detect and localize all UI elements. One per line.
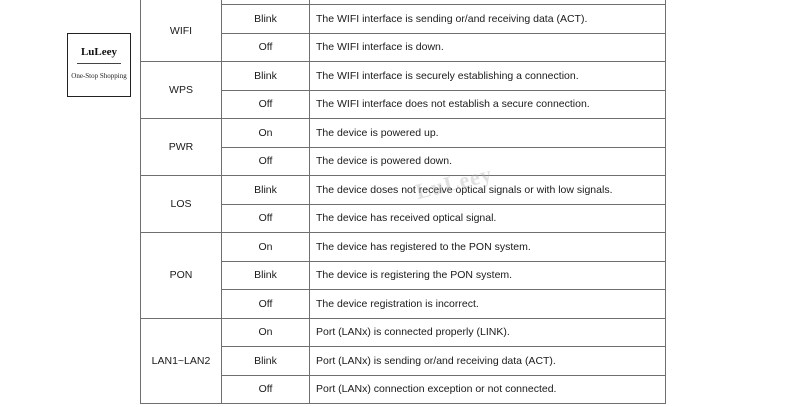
indicator-description: The device doses not receive optical signals or with low signals. bbox=[310, 176, 666, 205]
indicator-status: Blink bbox=[222, 176, 310, 205]
indicator-description: Port (LANx) is connected properly (LINK). bbox=[310, 318, 666, 347]
indicator-status: Off bbox=[222, 33, 310, 62]
brand-tagline: One-Stop Shopping bbox=[71, 72, 127, 80]
indicator-name: PON bbox=[141, 233, 222, 319]
indicator-name: WIFI bbox=[141, 0, 222, 62]
table-row bbox=[141, 318, 666, 347]
indicator-status: Blink bbox=[222, 347, 310, 376]
indicator-description: The device has registered to the PON system. bbox=[310, 233, 666, 262]
logo-divider bbox=[77, 63, 121, 64]
indicator-status: Off bbox=[222, 375, 310, 404]
indicator-status: Off bbox=[222, 90, 310, 119]
indicator-description: The device is registering the PON system. bbox=[310, 261, 666, 290]
indicator-status: Blink bbox=[222, 5, 310, 34]
indicator-description: The device registration is incorrect. bbox=[310, 290, 666, 319]
indicator-status: On bbox=[222, 119, 310, 148]
indicator-description: The WIFI interface is securely establishing a connection. bbox=[310, 62, 666, 91]
indicator-status: Off bbox=[222, 204, 310, 233]
indicator-description: The device has received optical signal. bbox=[310, 204, 666, 233]
table-row bbox=[141, 119, 666, 148]
indicator-description: The WIFI interface is down. bbox=[310, 33, 666, 62]
indicator-description: The WIFI interface is sending or/and receiving data (ACT). bbox=[310, 5, 666, 34]
brand-watermark: LuLeey bbox=[413, 160, 495, 205]
indicator-status: On bbox=[222, 233, 310, 262]
indicator-status: Blink bbox=[222, 261, 310, 290]
indicator-status: Off bbox=[222, 147, 310, 176]
table-row bbox=[141, 176, 666, 205]
indicator-name: LAN1~LAN2 bbox=[141, 318, 222, 404]
table-row bbox=[141, 62, 666, 91]
indicator-name: LOS bbox=[141, 176, 222, 233]
table-row bbox=[141, 233, 666, 262]
indicator-description: The device is powered down. bbox=[310, 147, 666, 176]
brand-logo bbox=[67, 33, 131, 97]
indicator-name: WPS bbox=[141, 62, 222, 119]
indicator-status: Blink bbox=[222, 62, 310, 91]
indicator-status: Off bbox=[222, 290, 310, 319]
brand-name: LuLeey bbox=[80, 46, 118, 58]
indicator-description: Port (LANx) connection exception or not connected. bbox=[310, 375, 666, 404]
indicator-name: PWR bbox=[141, 119, 222, 176]
indicator-status: On bbox=[222, 318, 310, 347]
indicator-description: The device is powered up. bbox=[310, 119, 666, 148]
led-indicator-table bbox=[140, 0, 666, 404]
indicator-description: Port (LANx) is sending or/and receiving data (ACT). bbox=[310, 347, 666, 376]
indicator-description: The WIFI interface does not establish a secure connection. bbox=[310, 90, 666, 119]
